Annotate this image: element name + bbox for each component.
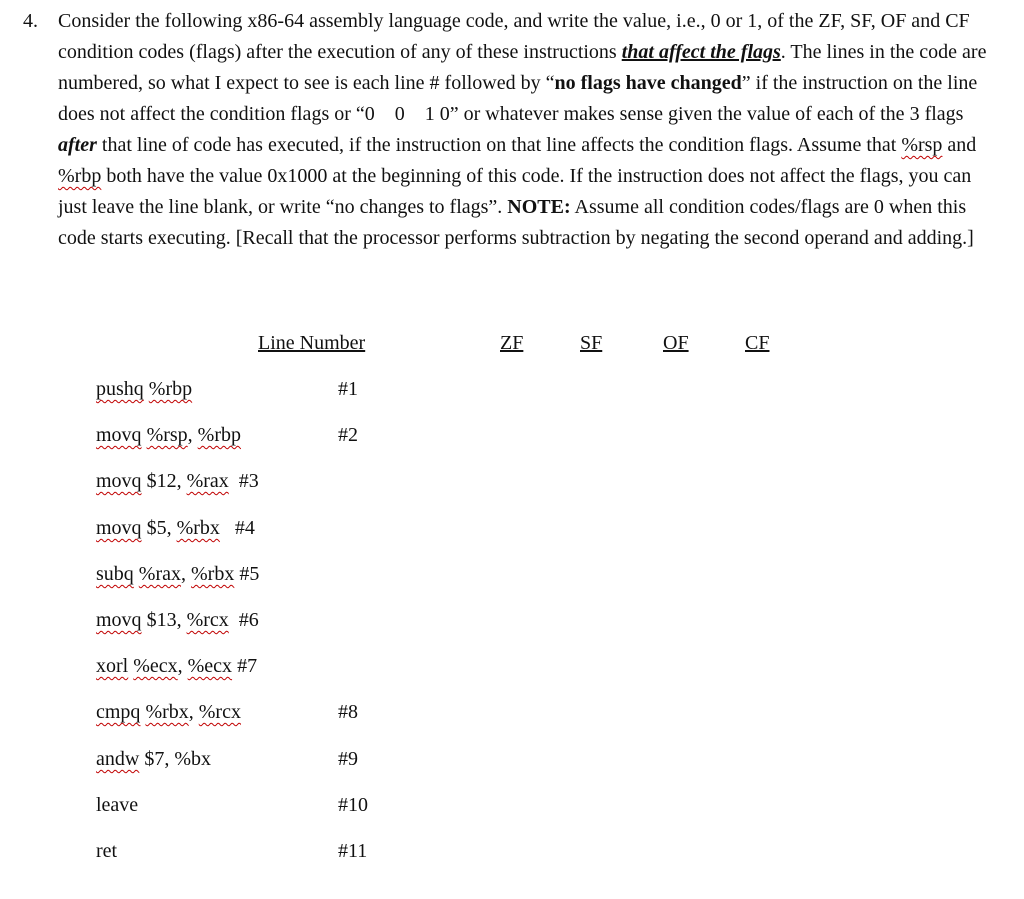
question-segment: that line of code has executed, if the instruction on that line affects the condition flags. Assume that	[96, 134, 902, 156]
code-line	[96, 607, 259, 633]
question-segment: NOTE:	[507, 196, 571, 218]
header-zf: ZF	[500, 332, 524, 354]
code-token: ,	[177, 655, 188, 677]
code-token: %rsp	[146, 424, 188, 446]
question-segment: Assume all condition codes/flags are 0 when this code starts executing. [Recall that the processor performs subtraction by negating the second operand and adding.]	[58, 196, 974, 249]
code-token: ,	[181, 563, 191, 585]
question-segment: Consider the following x86-64 assembly language code, and write the value, i.e., 0 or 1, of the ZF, SF, OF and CF condition codes (flags) after the execution of any of these instructions	[58, 10, 970, 63]
code-token: %rbp	[197, 424, 241, 446]
code-token: %rbp	[148, 378, 193, 400]
question-segment: %rsp	[901, 134, 943, 156]
question-segment: ” if the instruction on the line does not affect the condition flags or “0 0 1 0” or whatever makes sense given the value of each of the 3 flags	[58, 72, 978, 125]
question-segment: no flags have changed	[554, 72, 742, 94]
question-segment: that affect the flags	[621, 41, 781, 63]
code-token: %rax	[186, 470, 229, 492]
question-segment: . The lines in the code are numbered, so what I expect to see is each line # followed by “	[58, 41, 987, 94]
code-line	[96, 838, 117, 864]
line-number: #9	[338, 748, 358, 770]
code-token: andw	[96, 748, 140, 770]
code-token: ,	[188, 701, 199, 723]
code-line	[96, 376, 192, 402]
code-token: movq	[96, 470, 142, 492]
question-number: 4.	[23, 10, 38, 32]
header-line-number: Line Number	[258, 332, 366, 354]
code-token: ,	[187, 424, 198, 446]
code-token: %rcx	[198, 701, 241, 723]
code-token: $7, %bx	[139, 748, 211, 770]
code-token: %ecx	[187, 655, 233, 677]
question-segment: after	[58, 134, 97, 156]
code-token: $13,	[141, 609, 187, 631]
code-token: %ecx	[133, 655, 178, 677]
code-line	[96, 653, 257, 679]
code-token: movq	[96, 517, 142, 539]
question-text	[58, 6, 993, 254]
code-token: $5,	[141, 517, 177, 539]
code-token: xorl	[96, 655, 129, 677]
header-cf: CF	[745, 332, 770, 354]
code-token: movq	[96, 609, 142, 631]
code-token: leave	[96, 794, 139, 816]
code-line	[96, 792, 138, 818]
line-number: #11	[338, 840, 368, 862]
code-line	[96, 468, 259, 494]
code-token: %rax	[138, 563, 181, 585]
code-token: #5	[234, 563, 260, 585]
question-segment: and	[942, 134, 977, 156]
line-number: #10	[338, 794, 368, 816]
code-line	[96, 699, 241, 725]
code-token: #6	[228, 609, 259, 631]
header-of: OF	[663, 332, 689, 354]
question-segment: %rbp	[58, 165, 102, 187]
code-token: %rbx	[145, 701, 189, 723]
line-number: #8	[338, 701, 358, 723]
code-line	[96, 422, 241, 448]
code-token: pushq	[96, 378, 144, 400]
code-token: ret	[96, 840, 118, 862]
line-number: #1	[338, 378, 358, 400]
code-token: #3	[228, 470, 259, 492]
code-token: #4	[219, 517, 255, 539]
code-line	[96, 746, 211, 772]
header-sf: SF	[580, 332, 603, 354]
code-token: cmpq	[96, 701, 141, 723]
code-line	[96, 515, 255, 541]
code-token: subq	[96, 563, 134, 585]
code-token: $12,	[141, 470, 187, 492]
code-token: %rcx	[186, 609, 229, 631]
code-token: %rbx	[176, 517, 220, 539]
line-number: #2	[338, 424, 358, 446]
code-token: %rbx	[191, 563, 235, 585]
code-line	[96, 561, 259, 587]
code-token: movq	[96, 424, 142, 446]
question-segment: both have the value 0x1000 at the beginning of this code. If the instruction does not affect the flags, you can just leave the line blank, or write “no changes to flags”.	[58, 165, 972, 218]
code-token: #7	[232, 655, 258, 677]
